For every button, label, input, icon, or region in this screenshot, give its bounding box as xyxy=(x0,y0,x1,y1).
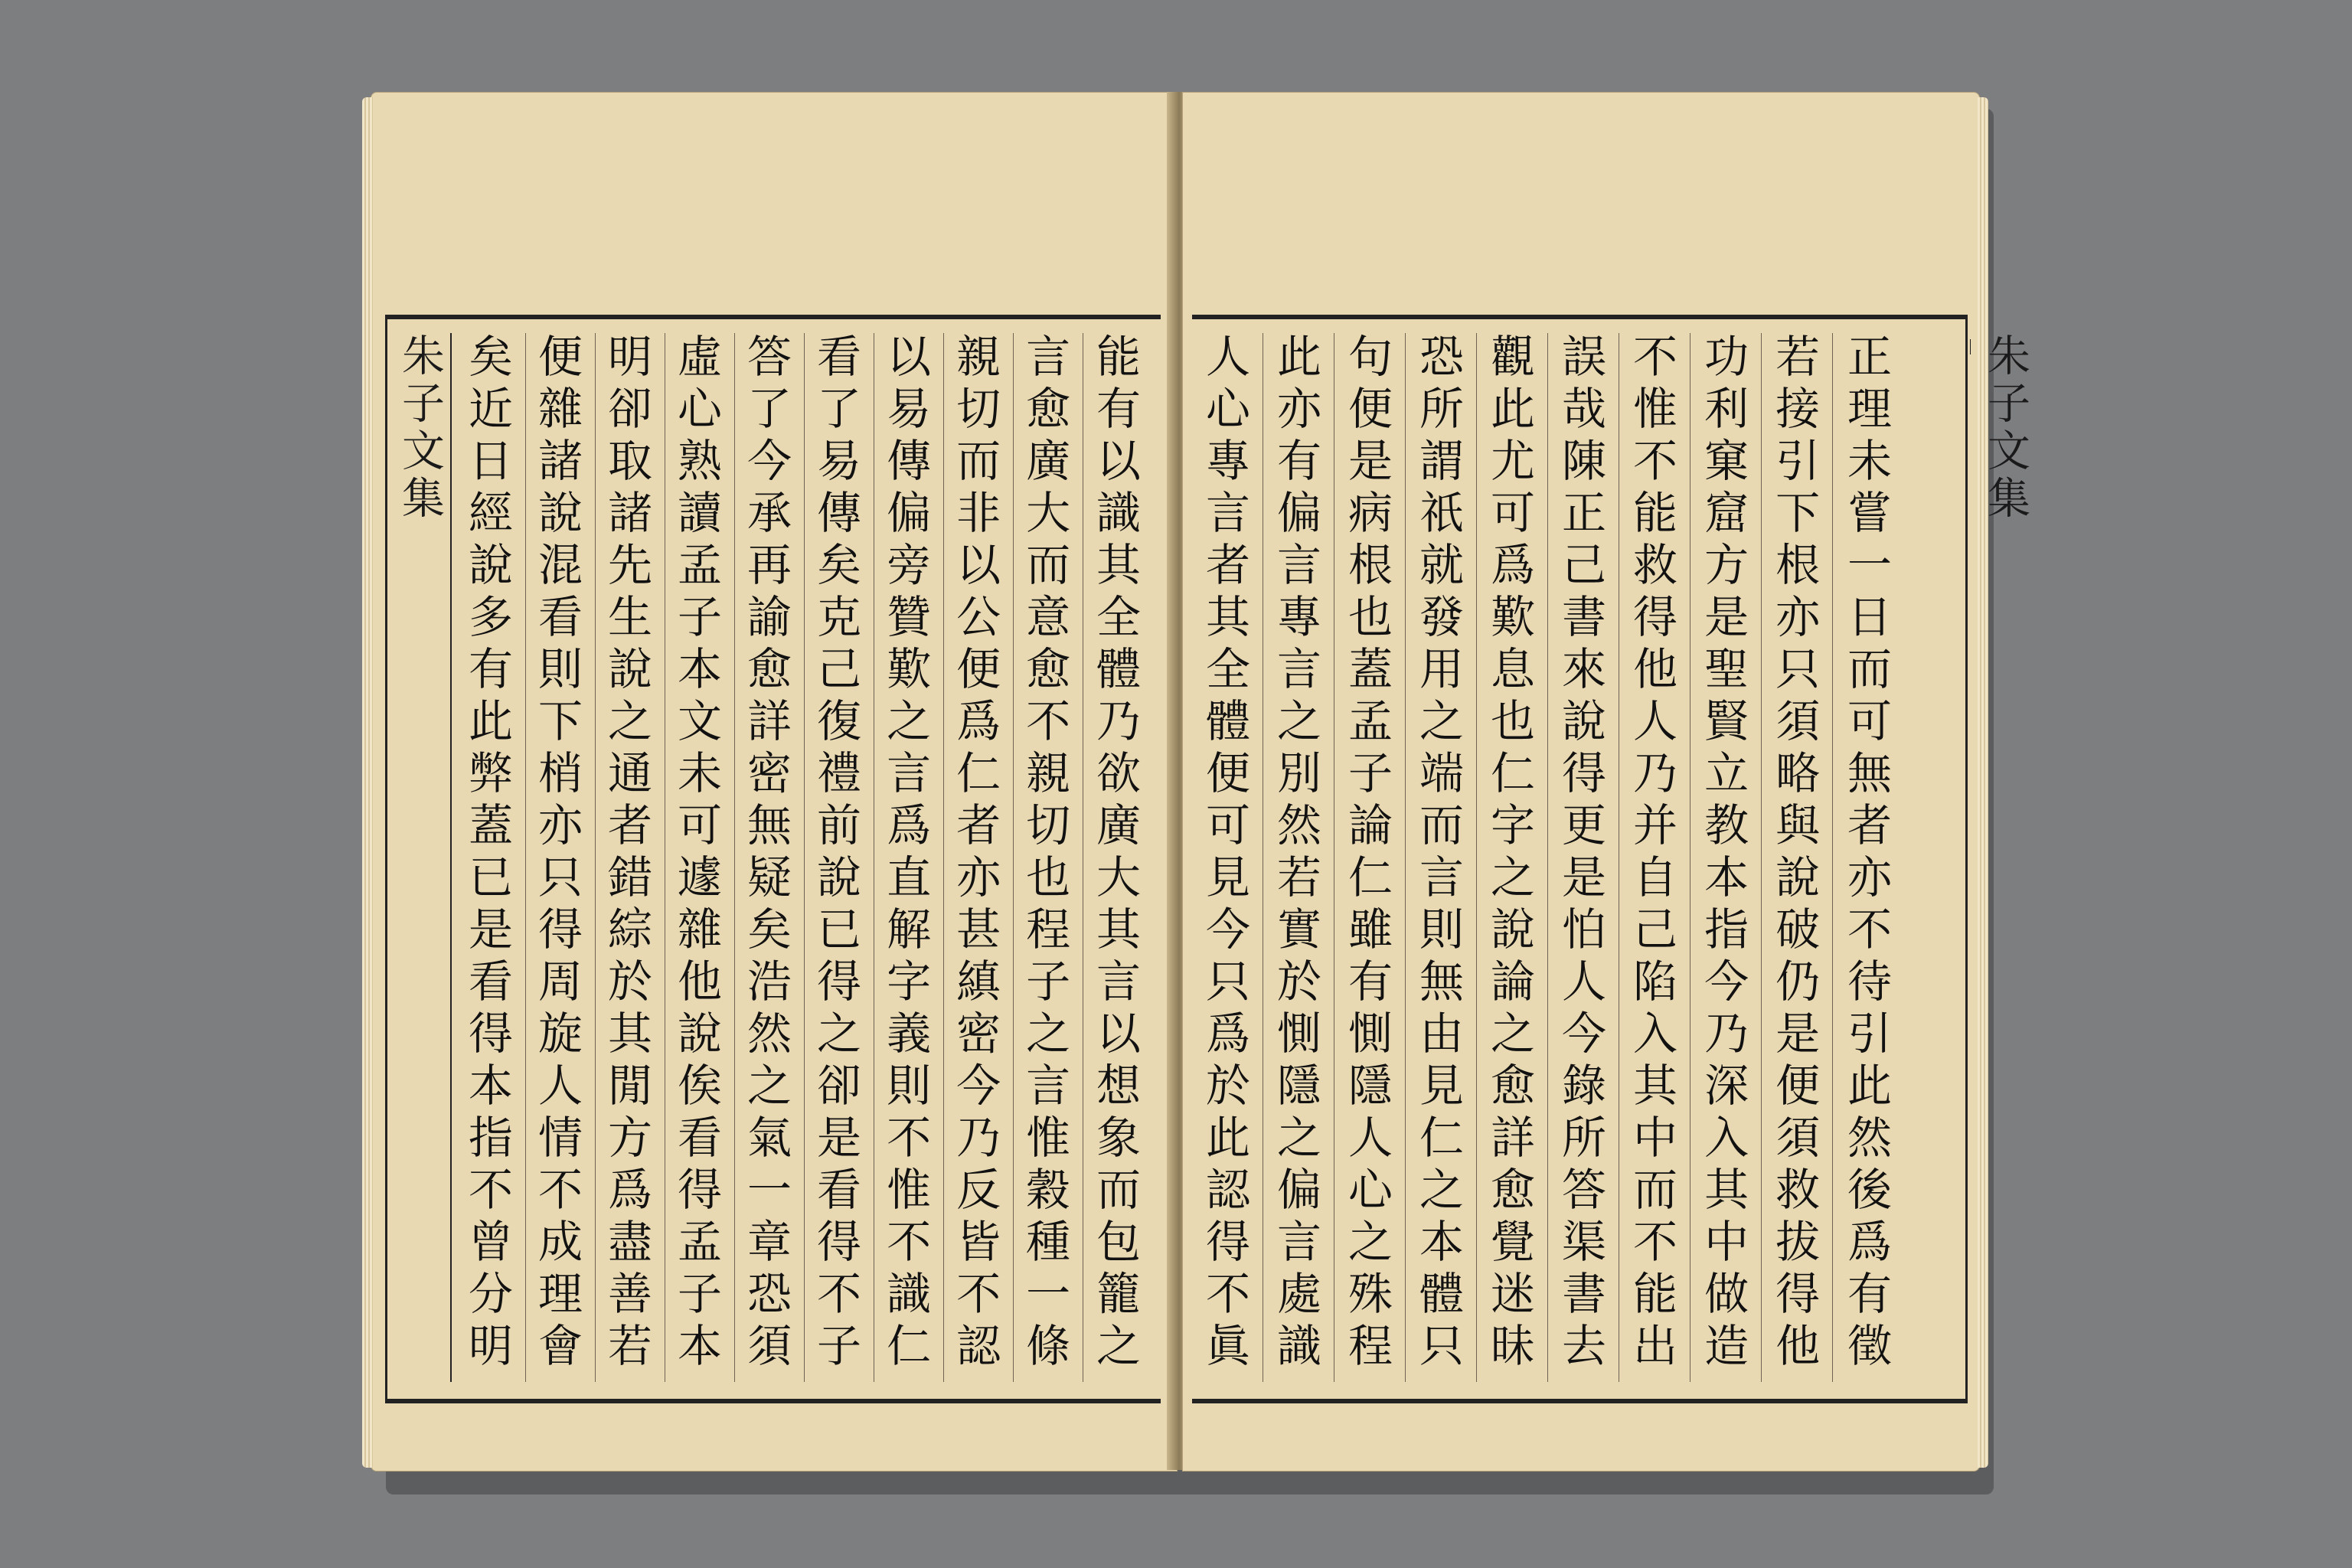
right-text-frame xyxy=(1192,315,2030,1403)
text-column: 言愈廣大而意愈不親切也程子之言惟穀種一條 xyxy=(1014,333,1083,1382)
left-margin-column xyxy=(387,333,452,1382)
text-column: 明卻取諸先生說之通者錯綜於其閒方爲盡善若 xyxy=(596,333,665,1382)
left-text-frame xyxy=(385,315,1161,1403)
left-margin-title: 朱子文集 xyxy=(395,333,445,523)
text-column: 矣近日經說多有此弊蓋已是看得本指不曾分明 xyxy=(456,333,526,1382)
text-column: 若接引下根亦只須略與說破仍是便須救拔得他 xyxy=(1762,333,1833,1382)
left-page xyxy=(371,92,1178,1472)
text-column: 此亦有偏言專言之別然若實於惻隱之偏言處識 xyxy=(1263,333,1334,1382)
text-column: 看了易傳矣克己復禮前說已得之卻是看得不子 xyxy=(805,333,874,1382)
left-text-columns xyxy=(456,333,1153,1382)
right-page xyxy=(1182,92,2030,1472)
text-column: 不惟不能救得他人乃并自己陷入其中而不能出 xyxy=(1619,333,1690,1382)
left-page-edge xyxy=(362,97,373,1468)
text-column: 誤哉陳正己書來說得更是怕人今錄所答渠書去 xyxy=(1548,333,1619,1382)
right-margin-title: 朱子文集 xyxy=(1981,333,2030,523)
text-column: 答了今承再諭愈詳密無疑矣浩然之氣一章恐須 xyxy=(735,333,805,1382)
text-column: 虛心熟讀孟子本文未可遽雜他說俟看得孟子本 xyxy=(665,333,735,1382)
text-column: 功利窠窟方是聖賢立教本指今乃深入其中做造 xyxy=(1690,333,1762,1382)
text-column: 句便是病根也蓋孟子論仁雖有惻隱人心之殊程 xyxy=(1334,333,1406,1382)
book-spread xyxy=(371,92,2030,1485)
text-column: 人心專言者其全體便可見今只爲於此認得不眞 xyxy=(1192,333,1263,1382)
right-margin-column xyxy=(1970,333,2036,1382)
text-column: 正理未嘗一日而可無者亦不待引此然後爲有徵 xyxy=(1840,333,1892,1374)
text-column: 恐所謂祇就發用之端而言則無由見仁之本體只 xyxy=(1406,333,1477,1382)
text-column: 便雜諸說混看則下梢亦只得周旋人情不成理會 xyxy=(526,333,596,1382)
text-column: 以易傳偏旁贊歎之言爲直解字義則不惟不識仁 xyxy=(874,333,944,1382)
text-column: 親切而非以公便爲仁者亦甚縝密今乃反皆不認 xyxy=(944,333,1014,1382)
text-column: 能有以識其全體乃欲廣大其言以想象而包籠之 xyxy=(1089,333,1141,1374)
fish-tail-mark xyxy=(1970,339,1971,354)
text-column: 觀此尤可爲歎息也仁字之說論之愈詳愈覺迷昧 xyxy=(1477,333,1548,1382)
right-text-columns xyxy=(1192,333,1904,1382)
